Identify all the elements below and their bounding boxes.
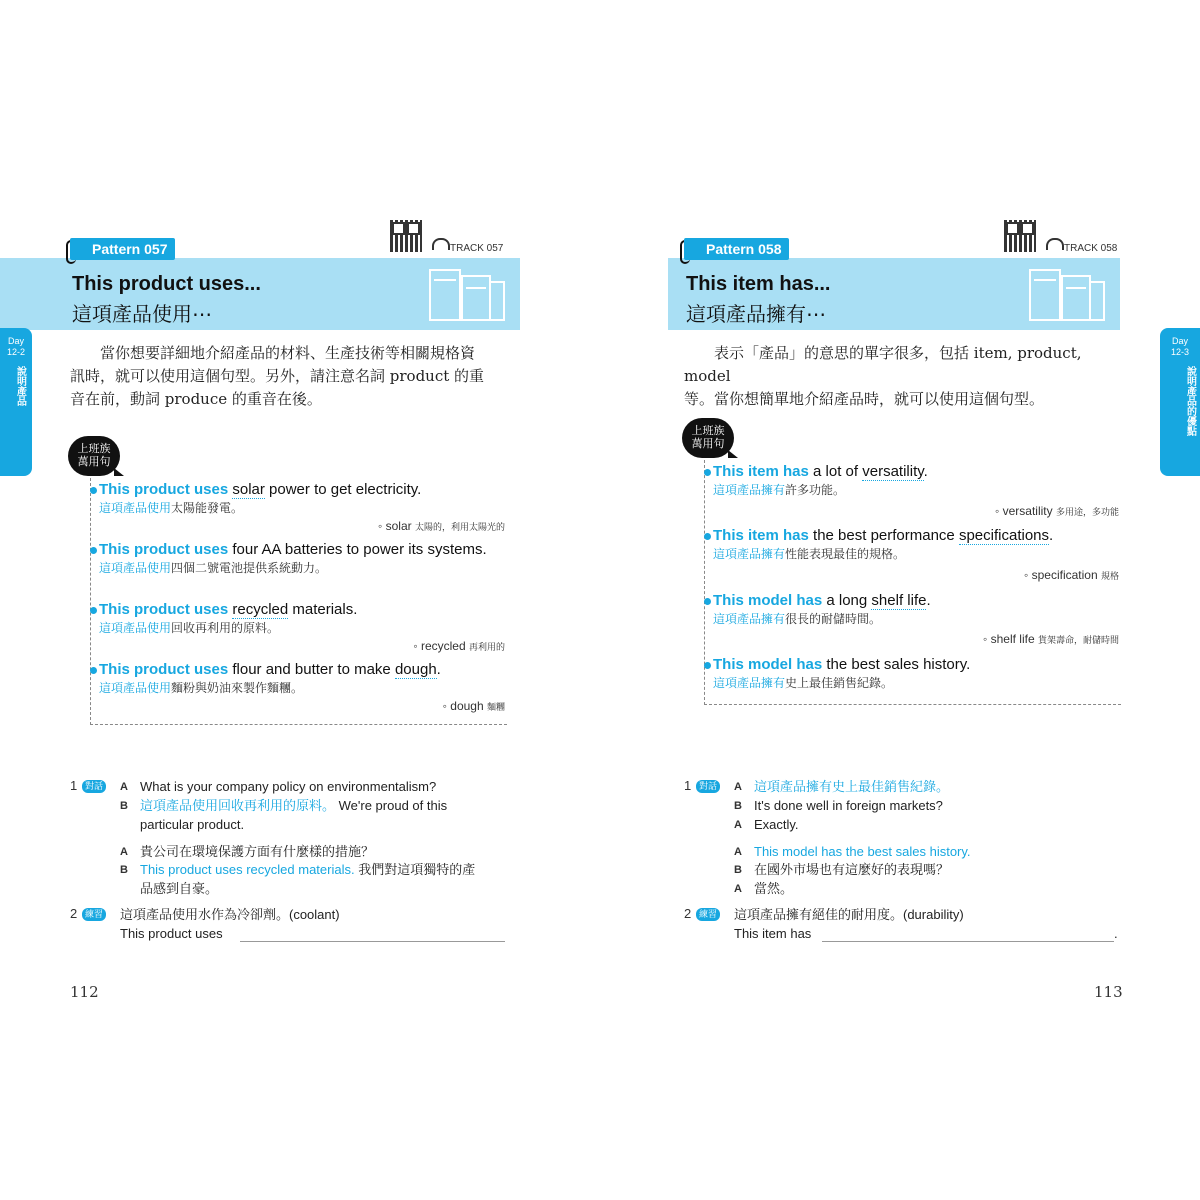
dialog-text: We're proud of this [338,798,448,813]
vocab-note: ◦ specification 規格 [1024,568,1119,582]
vocab-word: solar [232,481,265,498]
phrase-bubble [682,418,734,458]
translation-rest: 回收再利用的原料。 [171,621,280,635]
example-item [713,592,1123,628]
intro-line: 等。當你想簡單地介紹產品時，就可以使用這個句型。 [684,390,1045,408]
example-highlight: This item has [713,463,809,480]
intro-line: 訊時，就可以使用這個句型。另外，請注意名詞 product 的重 [70,367,485,385]
exercise-number: 2 [70,906,78,921]
example-item [713,527,1123,563]
answer-blank[interactable] [822,940,1114,942]
example-rest: a lot of [808,463,863,480]
vocab-note: ◦ solar 太陽的，利用太陽光的 [378,519,505,533]
vocab-term: recycled [420,639,466,653]
vocab-note: ◦ dough 麵糰 [442,699,505,713]
translation-rest: 麵粉與奶油來製作麵糰。 [171,681,304,695]
speaker-label: A [120,781,128,793]
bullet-icon [704,598,711,605]
intro-line: 音在前，動詞 produce 的重音在後。 [70,390,322,408]
pattern-title-zh: 這項產品使用⋯ [72,304,212,326]
right-page [600,0,1200,1200]
day-label: Day [7,336,24,346]
example-rest: . [436,661,441,678]
example-rest: power to get electricity. [264,481,422,498]
day-label: Day [1171,336,1188,346]
pattern-label: Pattern [92,241,141,257]
practice-prompt: This product uses [120,926,223,941]
track-label[interactable]: TRACK 057 [450,243,504,254]
example-highlight: This product uses [99,481,229,498]
product-illustration-icon [1020,260,1108,328]
side-tab-label: 說明產品 [14,366,26,406]
bubble-line: 上班族 [77,443,111,455]
translation-highlight: 這項產品擁有 [713,483,786,497]
vocab-note: ◦ recycled 再利用的 [413,639,505,653]
vocab-word: shelf life [871,592,927,609]
phrase-bubble [68,436,120,476]
example-highlight: This model has [713,656,823,673]
track-label[interactable]: TRACK 058 [1064,243,1118,254]
vocab-definition: 多用途，多功能 [1055,507,1119,517]
bullet-icon [704,662,711,669]
vocab-definition: 規格 [1100,571,1119,581]
answer-blank[interactable] [240,940,505,942]
dialog-line [140,860,475,879]
intro-text [684,342,1124,411]
pattern-number: 057 [144,241,168,257]
exercise-number: 1 [684,778,692,793]
bullet-icon [90,487,97,494]
example-highlight: This product uses [99,601,229,618]
vocab-term: versatility [1002,504,1053,518]
vocab-definition: 再利用的 [468,642,505,652]
example-highlight: This product uses [99,541,229,558]
bubble-line: 萬用句 [691,438,725,450]
example-item [99,601,509,637]
speaker-label: B [120,864,128,876]
speaker-label: A [734,883,742,895]
dialog-badge: 對話 [82,780,106,793]
vocab-word: recycled [232,601,289,618]
dialog-line: 貴公司在環境保護方面有什麼樣的措施？ [140,844,375,859]
dialog-line [140,796,447,815]
example-item [713,463,1123,499]
example-rest: materials. [288,601,358,618]
dialog-line: particular product. [140,817,245,832]
bullet-icon [704,469,711,476]
headphone-icon [432,238,450,250]
example-rest: . [1049,527,1054,544]
translation-highlight: 這項產品擁有 [713,547,786,561]
product-illustration-icon [420,260,508,328]
pattern-title-zh: 這項產品擁有⋯ [686,304,826,326]
example-item [713,656,1123,692]
speaker-label: B [734,800,742,812]
dialog-text: 我們對這項獨特的產 [354,862,476,877]
bubble-line: 上班族 [691,425,725,437]
translation-rest: 許多功能。 [785,483,846,497]
example-highlight: This item has [713,527,809,544]
pattern-title-en: This item has... [686,273,831,295]
example-item [99,481,509,517]
intro-line: 當你想要詳細地介紹產品的材料、生產技術等相關規格資 [100,344,476,362]
translation-highlight: 這項產品使用 [99,501,172,515]
dialog-target: This product uses recycled materials. [140,862,355,877]
side-tab-label: 說明產品的優點 [1184,366,1196,436]
qr-code-icon[interactable] [1004,220,1036,252]
example-rest: a long [822,592,872,609]
example-item [99,661,509,697]
vocab-word: versatility [862,463,924,480]
practice-question: 這項產品擁有絕佳的耐用度。(durability) [734,907,964,922]
translation-rest: 性能表現最佳的規格。 [785,547,906,561]
dialog-target: 這項產品使用回收再利用的原料。 [140,798,336,813]
dialog-line: This model has the best sales history. [754,844,971,859]
qr-code-icon[interactable] [390,220,422,252]
translation-highlight: 這項產品使用 [99,681,172,695]
vocab-word: dough [394,661,437,678]
intro-text [70,342,510,411]
dialog-line: Exactly. [754,817,799,832]
dialog-line: 品感到自豪。 [140,881,219,896]
dialog-badge: 對話 [696,780,720,793]
pattern-tag [684,238,789,260]
dialog-line: 在國外市場也有這麼好的表現嗎？ [754,862,950,877]
speaker-label: A [734,846,742,858]
example-highlight: This model has [713,592,823,609]
bullet-icon [90,547,97,554]
example-rest: the best performance [808,527,959,544]
practice-question: 這項產品使用水作為冷卻劑。(coolant) [120,907,340,922]
page-number: 113 [1094,983,1123,1001]
intro-line: 表示「產品」的意思的單字很多，包括 item, product, model [684,344,1082,385]
translation-rest: 太陽能發電。 [171,501,244,515]
bullet-icon [704,533,711,540]
example-rest: . [926,592,931,609]
speaker-label: B [734,864,742,876]
vocab-note: ◦ versatility 多用途，多功能 [995,504,1119,518]
vocab-term: dough [450,699,484,713]
dialog-line: What is your company policy on environmentalism? [140,779,437,794]
practice-period: . [1114,926,1118,941]
vocab-word: specifications [958,527,1049,544]
bullet-icon [90,607,97,614]
dialog-line: 這項產品擁有史上最佳銷售紀錄。 [754,779,950,794]
headphone-icon [1046,238,1064,250]
dialog-line: It's done well in foreign markets? [754,798,943,813]
practice-badge: 練習 [82,908,106,921]
vocab-note: ◦ shelf life 貨架壽命，耐儲時間 [983,632,1119,646]
translation-rest: 史上最佳銷售紀錄。 [785,676,894,690]
vocab-term: shelf life [990,632,1035,646]
translation-rest: 四個二號電池提供系統動力。 [171,561,328,575]
translation-rest: 很長的耐儲時間。 [785,612,882,626]
side-tab [0,328,32,476]
vocab-term: specification [1031,568,1098,582]
day-number: 12-3 [1170,347,1189,357]
example-rest: . [923,463,928,480]
speaker-label: B [120,800,128,812]
vocab-definition: 麵糰 [486,702,505,712]
pattern-tag [70,238,175,260]
example-rest: four AA batteries to power its systems. [228,541,487,558]
vocab-definition: 太陽的，利用太陽光的 [414,522,505,532]
speaker-label: A [734,819,742,831]
example-highlight: This product uses [99,661,229,678]
translation-highlight: 這項產品使用 [99,621,172,635]
practice-prompt: This item has [734,926,812,941]
pattern-title-en: This product uses... [72,273,261,295]
bubble-line: 萬用句 [77,456,111,468]
example-item [99,541,509,577]
exercise-number: 1 [70,778,78,793]
vocab-term: solar [385,519,412,533]
translation-highlight: 這項產品擁有 [713,676,786,690]
exercise-number: 2 [684,906,692,921]
side-tab [1160,328,1200,476]
day-number: 12-2 [6,347,25,357]
page-number: 112 [70,983,99,1001]
translation-highlight: 這項產品擁有 [713,612,786,626]
speaker-label: A [120,846,128,858]
pattern-label: Pattern [706,241,755,257]
practice-badge: 練習 [696,908,720,921]
dialog-line: 當然。 [754,881,794,896]
bullet-icon [90,667,97,674]
pattern-number: 058 [758,241,782,257]
vocab-definition: 貨架壽命，耐儲時間 [1037,635,1119,645]
example-rest: flour and butter to make [228,661,395,678]
example-rest: the best sales history. [822,656,971,673]
translation-highlight: 這項產品使用 [99,561,172,575]
speaker-label: A [734,781,742,793]
